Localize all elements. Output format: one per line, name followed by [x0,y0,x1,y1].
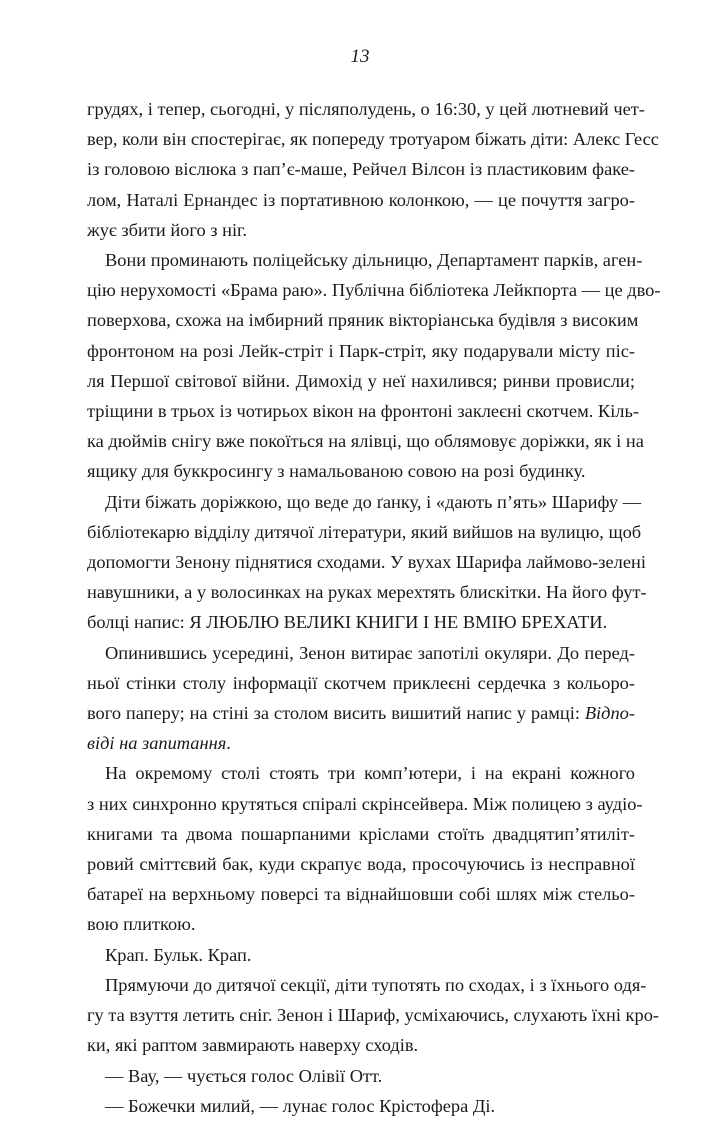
text-line: з них синхронно крутяться спіралі скрінсейвера. Між полицею з аудіо- [87,793,643,814]
text-line: Крап. Бульк. Крап. [105,944,252,965]
text-line: тріщини в трьох із чотирьох вікон на фронтоні заклеєні скотчем. Кіль- [87,401,639,422]
text-line: поверхова, схожа на імбирний пряник вікторіанська будівля з високим [87,310,639,331]
text-line: навушники, а у волосинках на руках мерехтять блискітки. На його фут- [87,582,647,603]
dialogue-line-1 [87,1061,635,1091]
text-line: вер, коли він спостерігає, як попереду тротуаром біжать діти: Алекс Гесс [87,129,659,150]
text-line: вою плиткою. [87,914,196,935]
italic-text: Відпо- [584,703,635,724]
page-number: 13 [350,46,370,67]
text-line: — Вау, — чується голос Олівії Отт. [105,1065,383,1086]
text-line: Діти біжать доріжкою, що веде до ґанку, і «дають п’ять» Шарифу — [105,491,642,512]
paragraph-1 [87,94,659,245]
paragraph-2 [87,245,661,487]
text-line: грудях, і тепер, сьогодні, у післяполудень, о 16:30, у цей лютневий чет- [87,99,645,119]
dialogue-line-2 [87,1091,635,1121]
text-segment: . [226,733,231,754]
paragraph-6 [87,940,635,970]
text-line-with-italic [87,698,635,728]
text-line: допомогти Зенону піднятися сходами. У вухах Шарифа лаймово-зелені [87,552,646,573]
text-line-with-italic [87,728,635,758]
text-line: ка дюймів снігу вже покоїться на ялівці, що облямовує доріжки, як і на [87,431,644,452]
page-body [87,94,661,1121]
text-line: фронтоном на розі Лейк-стріт і Парк-стріт, яку подарували місту піс- [87,340,635,361]
paragraph-3 [87,487,647,638]
text-line: На окремому столі стоять три комп’ютери, і на екрані кожного [105,763,635,784]
text-line: жує збити його з ніг. [87,219,248,240]
text-line: ровий сміттєвий бак, куди скрапує вода, просочуючись із несправної [87,854,635,875]
text-line: ящику для буккросингу з намальованою совою на розі будинку. [87,461,586,482]
text-line: Опинившись усередині, Зенон витирає запотілі окуляри. До перед- [105,642,635,663]
paragraph-5 [87,758,643,939]
text-line: Прямуючи до дитячої секції, діти тупотять по сходах, і з їхнього одя- [105,974,647,995]
text-line: Вони проминають поліцейську дільницю, Департамент парків, аген- [105,250,643,271]
text-line: бібліотекарю відділу дитячої літератури, який вийшов на вулицю, щоб [87,521,642,542]
italic-text: віді на запитання [87,733,227,754]
paragraph-4 [87,638,635,759]
text-line: ля Першої світової війни. Димохід у неї нахилився; ринви провисли; [87,370,635,391]
text-segment: вого паперу; на стіні за столом висить вишитий напис у рамці: [87,703,585,724]
text-line: болці напис: Я ЛЮБЛЮ ВЕЛИКІ КНИГИ І НЕ ВМІЮ БРЕХАТИ. [87,612,608,633]
text-line: — Божечки милий, — лунає голос Крістофера Ді. [105,1095,496,1116]
text-line: із головою віслюка з пап’є-маше, Рейчел Вілсон із пластиковим факе- [87,159,635,180]
text-line: ки, які раптом завмирають наверху сходів. [87,1035,419,1056]
text-line: лом, Наталі Ернандес із портативною колонкою, — це почуття загро- [87,189,635,210]
text-line: книгами та двома пошарпаними кріслами стоїть двадцятип’ятиліт- [87,823,635,844]
text-line: гу та взуття летить сніг. Зенон і Шариф, усміхаючись, слухають їхні кро- [87,1005,660,1026]
text-line: батареї на верхньому поверсі та віднайшовши собі шлях між стельо- [87,884,635,905]
text-line: цію нерухомості «Брама раю». Публічна бібліотека Лейкпорта — це дво- [87,280,661,301]
paragraph-7 [87,970,660,1061]
text-line: ньої стінки столу інформації скотчем приклеєні сердечка з кольоро- [87,672,635,693]
